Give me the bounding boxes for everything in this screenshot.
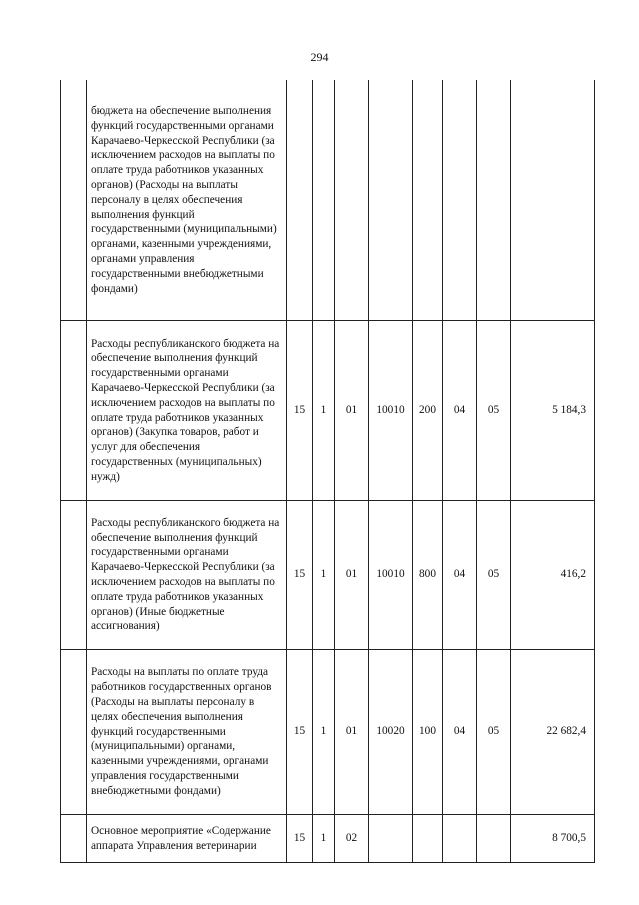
code-cell: 1 [313, 649, 335, 814]
code-cell [313, 80, 335, 320]
code-cell: 800 [413, 500, 443, 649]
code-cell: 1 [313, 320, 335, 500]
row-name-cell: Расходы республиканского бюджета на обеспечение выполнения функций государственными органами Карачаево-Черкесской Республики (за исключением расходов на выплаты по оплате труда работников указанных органов) (Закупка товаров, работ и услуг для обеспечения государственных (муниципальных) нужд) [87, 320, 287, 500]
code-cell: 15 [287, 649, 313, 814]
sum-cell [511, 80, 595, 320]
row-name-cell: бюджета на обеспечение выполнения функций государственными органами Карачаево-Черкесской Республики (за исключением расходов на выплаты по оплате труда работников указанных органов) (Расходы на выплаты персоналу в целях обеспечения выполнения функций государственными (муниципальными) органами, казенными учреждениями, органами управления государственными внебюджетными фондами) [87, 80, 287, 320]
empty-cell [61, 80, 87, 320]
code-cell: 1 [313, 500, 335, 649]
code-cell: 15 [287, 814, 313, 862]
sum-cell: 8 700,5 [511, 814, 595, 862]
empty-cell [61, 649, 87, 814]
code-cell: 100 [413, 649, 443, 814]
budget-table [60, 80, 595, 863]
table-row [61, 814, 595, 862]
code-cell [335, 80, 369, 320]
table-row [61, 649, 595, 814]
code-cell: 02 [335, 814, 369, 862]
code-cell: 04 [443, 500, 477, 649]
code-cell: 10020 [369, 649, 413, 814]
code-cell [443, 814, 477, 862]
table-row [61, 320, 595, 500]
code-cell: 04 [443, 649, 477, 814]
empty-cell [61, 500, 87, 649]
code-cell: 10010 [369, 500, 413, 649]
code-cell [477, 80, 511, 320]
code-cell: 04 [443, 320, 477, 500]
code-cell [443, 80, 477, 320]
code-cell: 01 [335, 649, 369, 814]
code-cell: 05 [477, 320, 511, 500]
code-cell: 15 [287, 320, 313, 500]
code-cell [369, 80, 413, 320]
sum-cell: 416,2 [511, 500, 595, 649]
empty-cell [61, 320, 87, 500]
code-cell: 200 [413, 320, 443, 500]
row-name-cell: Расходы на выплаты по оплате труда работников государственных органов (Расходы на выплаты персоналу в целях обеспечения выполнения функций государственными (муниципальными) органами, казенными учреждениями, органами управления государственными внебюджетными фондами) [87, 649, 287, 814]
page-number: 294 [310, 50, 329, 64]
code-cell [477, 814, 511, 862]
code-cell [287, 80, 313, 320]
row-name-cell: Расходы республиканского бюджета на обеспечение выполнения функций государственными органами Карачаево-Черкесской Республики (за исключением расходов на выплаты по оплате труда работников указанных органов) (Иные бюджетные ассигнования) [87, 500, 287, 649]
code-cell [413, 814, 443, 862]
code-cell: 01 [335, 320, 369, 500]
row-name-cell: Основное мероприятие «Содержание аппарата Управления ветеринарии [87, 814, 287, 862]
sum-cell: 5 184,3 [511, 320, 595, 500]
empty-cell [61, 814, 87, 862]
code-cell: 15 [287, 500, 313, 649]
table-row [61, 500, 595, 649]
code-cell [369, 814, 413, 862]
table-row [61, 80, 595, 320]
code-cell: 05 [477, 500, 511, 649]
code-cell: 10010 [369, 320, 413, 500]
sum-cell: 22 682,4 [511, 649, 595, 814]
code-cell: 01 [335, 500, 369, 649]
code-cell: 05 [477, 649, 511, 814]
code-cell [413, 80, 443, 320]
code-cell: 1 [313, 814, 335, 862]
